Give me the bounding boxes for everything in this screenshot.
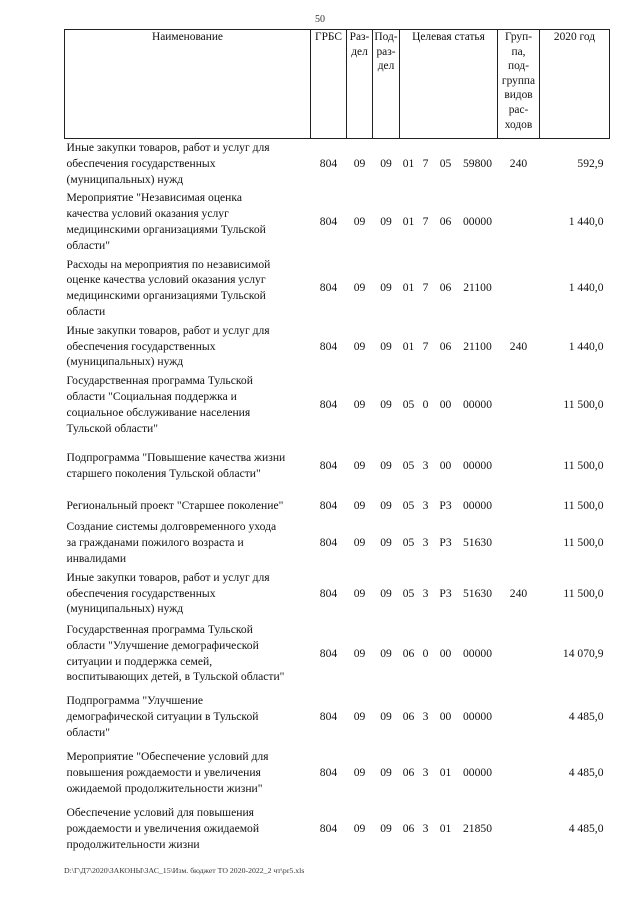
item-name-line: Государственная программа Тульской: [66, 623, 253, 637]
table-row: [65, 518, 610, 568]
expense-group-cell: [498, 494, 540, 518]
target-program-cell: 06: [402, 765, 415, 779]
target-subprogram-cell: 3: [422, 586, 429, 600]
item-name-line: рождаемости и увеличения ожидаемой: [66, 821, 260, 835]
expense-group-cell: [498, 518, 540, 568]
expense-group-cell: [498, 256, 540, 322]
podrazdel-cell: 09: [380, 821, 392, 835]
amount-cell: 1 440,0: [568, 215, 604, 229]
target-direction-cell: 00000: [463, 215, 492, 229]
item-name-cell: [65, 569, 311, 619]
budget-table: [64, 29, 610, 857]
target-subprogram-cell: 3: [422, 765, 429, 779]
target-program-cell: 05: [402, 498, 415, 512]
expense-group-cell: [498, 438, 540, 494]
target-program-cell: 05: [402, 397, 415, 411]
podrazdel-cell: 09: [380, 458, 392, 472]
razdel-cell: 09: [353, 498, 366, 512]
item-name-cell: [65, 801, 311, 857]
amount-cell: 592,9: [577, 156, 604, 170]
item-name-line: Иные закупки товаров, работ и услуг для: [66, 323, 270, 337]
header-podrazdel: Под- раз- дел: [373, 30, 400, 139]
razdel-cell: 09: [353, 397, 366, 411]
item-name-line: старшего поколения Тульской области": [66, 466, 261, 480]
item-name-line: области": [66, 238, 110, 252]
item-name-cell: [65, 518, 311, 568]
target-direction-cell: 51630: [463, 586, 492, 600]
target-direction-cell: 21100: [463, 281, 492, 295]
target-event-cell: 06: [439, 281, 452, 295]
target-subprogram-cell: 7: [422, 215, 429, 229]
table-row: [65, 438, 610, 494]
target-direction-cell: 00000: [463, 765, 492, 779]
grbs-cell: 804: [319, 646, 338, 660]
podrazdel-cell: 09: [380, 498, 392, 512]
target-subprogram-cell: 3: [422, 709, 429, 723]
razdel-cell: 09: [353, 586, 366, 600]
target-subprogram-cell: 3: [422, 458, 429, 472]
podrazdel-cell: 09: [380, 156, 392, 170]
table-row: [65, 139, 610, 190]
table-row: [65, 619, 610, 689]
grbs-cell: 804: [319, 821, 338, 835]
item-name-line: демографической ситуации в Тульской: [66, 709, 259, 723]
item-name-line: области "Социальная поддержка и: [66, 389, 237, 403]
razdel-cell: 09: [353, 339, 366, 353]
grbs-cell: 804: [319, 339, 338, 353]
item-name-cell: [65, 139, 311, 190]
razdel-cell: 09: [353, 215, 366, 229]
expense-group-cell: [498, 689, 540, 745]
grbs-cell: 804: [319, 536, 338, 550]
target-subprogram-cell: 3: [422, 536, 429, 550]
target-direction-cell: 21850: [463, 821, 492, 835]
target-program-cell: 01: [402, 339, 415, 353]
podrazdel-cell: 09: [380, 646, 392, 660]
target-event-cell: 00: [439, 646, 452, 660]
item-name-line: качества условий оказания услуг: [66, 207, 229, 221]
item-name-cell: [65, 189, 311, 255]
item-name-line: воспитывающих детей, в Тульской области": [66, 670, 285, 684]
item-name-line: Иные закупки товаров, работ и услуг для: [66, 570, 270, 584]
grbs-cell: 804: [319, 498, 338, 512]
target-event-cell: 00: [439, 709, 452, 723]
grbs-cell: 804: [319, 458, 338, 472]
table-header: [65, 30, 610, 139]
page-number: 50: [315, 14, 325, 25]
target-program-cell: 06: [402, 709, 415, 723]
target-direction-cell: 00000: [463, 709, 492, 723]
amount-cell: 11 500,0: [563, 586, 604, 600]
grbs-cell: 804: [319, 215, 338, 229]
target-event-cell: 00: [439, 458, 452, 472]
item-name-line: за гражданами пожилого возраста и: [66, 536, 244, 550]
amount-cell: 4 485,0: [568, 709, 604, 723]
expense-group-cell: [498, 801, 540, 857]
grbs-cell: 804: [319, 709, 338, 723]
item-name-line: Иные закупки товаров, работ и услуг для: [66, 141, 270, 154]
target-direction-cell: 21100: [463, 339, 492, 353]
item-name-line: медицинскими организациями Тульской: [66, 289, 266, 303]
item-name-line: Мероприятие "Обеспечение условий для: [66, 749, 269, 763]
item-name-cell: [65, 494, 311, 518]
item-name-line: инвалидами: [66, 551, 127, 565]
item-name-line: Подпрограмма "Повышение качества жизни: [66, 451, 286, 465]
target-direction-cell: 51630: [463, 536, 492, 550]
item-name-cell: [65, 745, 311, 801]
target-program-cell: 05: [402, 536, 415, 550]
grbs-cell: 804: [319, 281, 338, 295]
grbs-cell: 804: [319, 586, 338, 600]
target-subprogram-cell: 3: [422, 821, 429, 835]
amount-cell: 1 440,0: [568, 281, 604, 295]
razdel-cell: 09: [353, 709, 366, 723]
table-row: [65, 189, 610, 255]
table-row: [65, 372, 610, 438]
razdel-cell: 09: [353, 646, 366, 660]
item-name-cell: [65, 619, 311, 689]
expense-group-cell: [498, 745, 540, 801]
podrazdel-cell: 09: [380, 339, 392, 353]
item-name-line: медицинскими организациями Тульской: [66, 222, 266, 236]
header-name: Наименование: [65, 30, 311, 139]
item-name-line: продолжительности жизни: [66, 837, 200, 851]
header-expense-group: Груп- па, под- группа видов рас- ходов: [498, 30, 540, 139]
grbs-cell: 804: [319, 397, 338, 411]
target-event-cell: 06: [439, 215, 452, 229]
expense-group-cell: 240: [509, 339, 528, 353]
item-name-cell: [65, 438, 311, 494]
item-name-line: повышения рождаемости и увеличения: [66, 765, 261, 779]
target-event-cell: 01: [439, 821, 452, 835]
target-subprogram-cell: 7: [422, 156, 429, 170]
amount-cell: 11 500,0: [563, 397, 604, 411]
podrazdel-cell: 09: [380, 281, 392, 295]
expense-group-cell: [498, 372, 540, 438]
razdel-cell: 09: [353, 458, 366, 472]
item-name-cell: [65, 322, 311, 372]
item-name-line: области": [66, 725, 110, 739]
table-row: [65, 801, 610, 857]
header-year-2020: 2020 год: [540, 30, 610, 139]
target-event-cell: 06: [439, 339, 452, 353]
item-name-line: области: [66, 304, 106, 318]
item-name-line: (муниципальных) нужд: [66, 172, 184, 186]
table-row: [65, 322, 610, 372]
amount-cell: 11 500,0: [563, 458, 604, 472]
item-name-cell: [65, 256, 311, 322]
footer-file-path: D:\Г\Д7\2020\ЗАКОНЫ\ЗАС_15\Изм. бюджет ТО 2020-2022_2 чт\pr5.xls: [64, 866, 305, 875]
expense-group-cell: [498, 189, 540, 255]
item-name-cell: [65, 372, 311, 438]
target-event-cell: Р3: [439, 536, 452, 550]
amount-cell: 4 485,0: [568, 821, 604, 835]
podrazdel-cell: 09: [380, 215, 392, 229]
item-name-line: Государственная программа Тульской: [66, 374, 253, 388]
item-name-line: Обеспечение условий для повышения: [66, 805, 254, 819]
razdel-cell: 09: [353, 821, 366, 835]
target-direction-cell: 00000: [463, 646, 492, 660]
table-row: [65, 256, 610, 322]
target-program-cell: 01: [402, 215, 415, 229]
item-name-line: ситуации и поддержка семей,: [66, 654, 213, 668]
target-direction-cell: 00000: [463, 498, 492, 512]
item-name-line: Создание системы долговременного ухода: [66, 520, 277, 534]
target-subprogram-cell: 0: [422, 397, 429, 411]
amount-cell: 11 500,0: [563, 536, 604, 550]
podrazdel-cell: 09: [380, 586, 392, 600]
target-event-cell: Р3: [439, 498, 452, 512]
amount-cell: 14 070,9: [562, 646, 604, 660]
amount-cell: 1 440,0: [568, 339, 604, 353]
target-program-cell: 05: [402, 586, 415, 600]
expense-group-cell: 240: [509, 156, 528, 170]
target-event-cell: 05: [439, 156, 452, 170]
item-name-line: социальное обслуживание населения: [66, 405, 251, 419]
target-direction-cell: 59800: [463, 156, 492, 170]
target-program-cell: 06: [402, 646, 415, 660]
grbs-cell: 804: [319, 765, 338, 779]
item-name-line: ожидаемой продолжительности жизни": [66, 781, 263, 795]
table-row: [65, 689, 610, 745]
podrazdel-cell: 09: [380, 709, 392, 723]
item-name-line: Подпрограмма "Улучшение: [66, 693, 204, 707]
razdel-cell: 09: [353, 156, 366, 170]
item-name-line: Мероприятие "Независимая оценка: [66, 191, 242, 205]
target-program-cell: 06: [402, 821, 415, 835]
razdel-cell: 09: [353, 765, 366, 779]
expense-group-cell: [498, 619, 540, 689]
target-program-cell: 05: [402, 458, 415, 472]
razdel-cell: 09: [353, 281, 366, 295]
header-razdel: Раз- дел: [347, 30, 373, 139]
item-name-line: области "Улучшение демографической: [66, 638, 259, 652]
target-program-cell: 01: [402, 281, 415, 295]
table-body: [65, 139, 610, 858]
item-name-cell: [65, 689, 311, 745]
podrazdel-cell: 09: [380, 536, 392, 550]
table-row: [65, 494, 610, 518]
target-subprogram-cell: 7: [422, 281, 429, 295]
target-event-cell: 00: [439, 397, 452, 411]
expense-group-cell: 240: [509, 586, 528, 600]
item-name-line: (муниципальных) нужд: [66, 602, 184, 616]
amount-cell: 4 485,0: [568, 765, 604, 779]
amount-cell: 11 500,0: [563, 498, 604, 512]
item-name-line: обеспечения государственных: [66, 156, 216, 170]
target-subprogram-cell: 7: [422, 339, 429, 353]
item-name-line: обеспечения государственных: [66, 586, 216, 600]
item-name-line: Расходы на мероприятия по независимой: [66, 257, 271, 271]
item-name-line: оценке качества условий оказания услуг: [66, 273, 266, 287]
podrazdel-cell: 09: [380, 765, 392, 779]
item-name-line: обеспечения государственных: [66, 339, 216, 353]
table-row: [65, 569, 610, 619]
item-name-line: Региональный проект "Старшее поколение": [66, 498, 284, 512]
podrazdel-cell: 09: [380, 397, 392, 411]
target-subprogram-cell: 3: [422, 498, 429, 512]
item-name-line: (муниципальных) нужд: [66, 355, 184, 369]
header-grbs: ГРБС: [311, 30, 347, 139]
header-target-article: Целевая статья: [400, 30, 498, 139]
razdel-cell: 09: [353, 536, 366, 550]
target-program-cell: 01: [402, 156, 415, 170]
target-event-cell: 01: [439, 765, 452, 779]
grbs-cell: 804: [319, 156, 338, 170]
item-name-line: Тульской области": [66, 421, 158, 435]
target-event-cell: Р3: [439, 586, 452, 600]
table-row: [65, 745, 610, 801]
target-subprogram-cell: 0: [422, 646, 429, 660]
target-direction-cell: 00000: [463, 397, 492, 411]
target-direction-cell: 00000: [463, 458, 492, 472]
